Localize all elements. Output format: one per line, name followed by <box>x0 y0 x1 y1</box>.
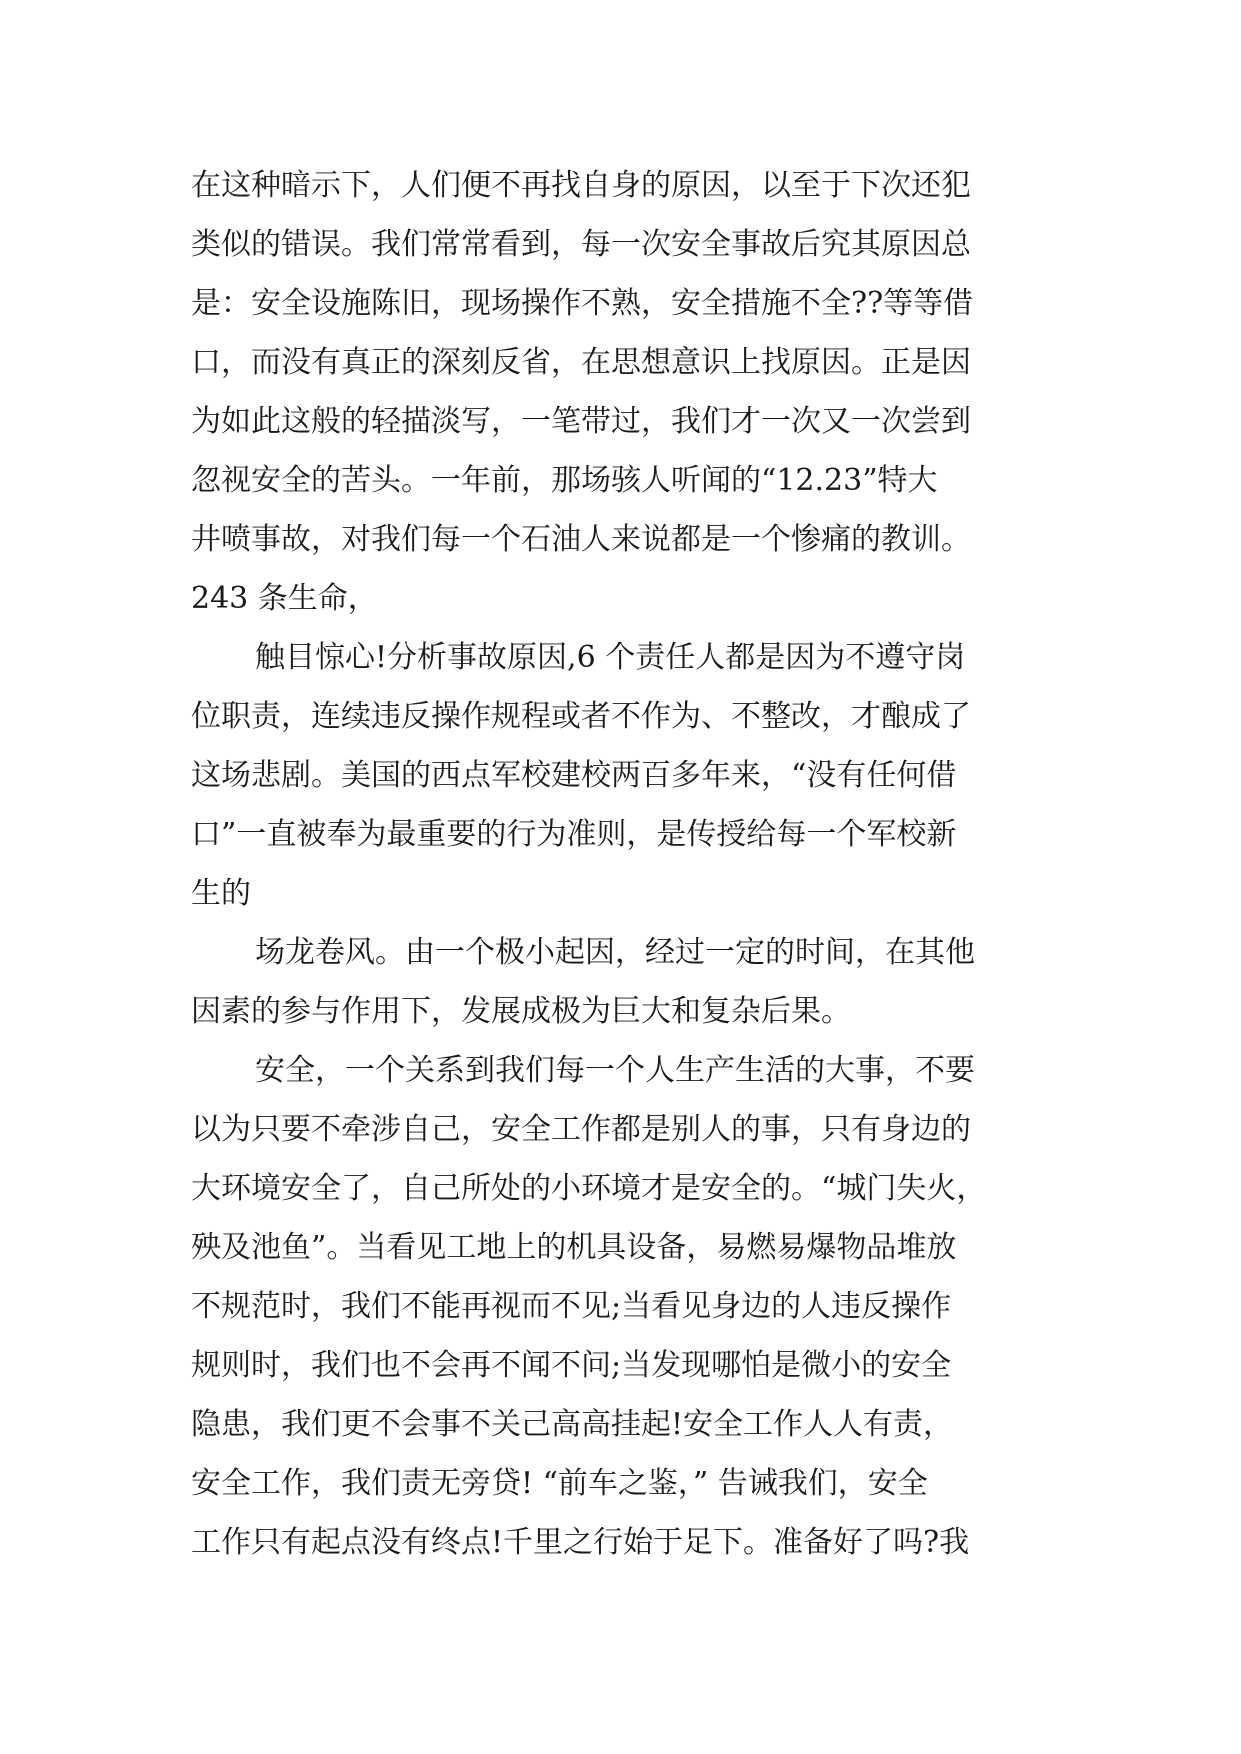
text-line: 为如此这般的轻描淡写，一笔带过，我们才一次又一次尝到 <box>191 404 971 439</box>
text-line: 不规范时，我们不能再视而不见;当看见身边的人违反操作 <box>191 1289 952 1324</box>
text-line: 口，而没有真正的深刻反省，在思想意识上找原因。正是因 <box>191 345 971 380</box>
text-line: 殃及池鱼”。当看见工地上的机具设备，易燃易爆物品堆放 <box>191 1230 957 1265</box>
text-line: 场龙卷风。由一个极小起因，经过一定的时间，在其他 <box>255 935 975 970</box>
text-line: 大环境安全了，自己所处的小环境才是安全的。“城门失火， <box>191 1171 987 1206</box>
text-line: 工作只有起点没有终点!千里之行始于足下。准备好了吗?我 <box>191 1525 970 1560</box>
text-line: 口”一直被奉为最重要的行为准则，是传授给每一个军校新 <box>191 817 957 852</box>
text-line: 243 条生命， <box>191 581 378 616</box>
text-line: 忽视安全的苦头。一年前，那场骇人听闻的“12.23”特大 <box>191 463 938 498</box>
text-line: 因素的参与作用下，发展成极为巨大和复杂后果。 <box>191 994 851 1029</box>
text-line: 以为只要不牵涉自己，安全工作都是别人的事，只有身边的 <box>191 1112 971 1147</box>
text-line: 井喷事故，对我们每一个石油人来说都是一个惨痛的教训。 <box>191 522 971 557</box>
text-line: 安全工作，我们责无旁贷! “前车之鉴，” 告诫我们，安全 <box>191 1466 928 1501</box>
text-line: 是：安全设施陈旧，现场操作不熟，安全措施不全??等等借 <box>191 286 974 321</box>
text-line: 这场悲剧。美国的西点军校建校两百多年来，“没有任何借 <box>191 758 957 793</box>
text-line: 类似的错误。我们常常看到，每一次安全事故后究其原因总 <box>191 227 971 262</box>
paragraph <box>191 923 1061 1041</box>
text-line: 在这种暗示下，人们便不再找自身的原因，以至于下次还犯 <box>191 168 971 203</box>
paragraph <box>191 628 1061 923</box>
text-line: 位职责，连续违反操作规程或者不作为、不整改，才酿成了 <box>191 699 971 734</box>
text-line: 规则时，我们也不会再不闻不问;当发现哪怕是微小的安全 <box>191 1348 952 1383</box>
body-text <box>191 156 1061 1572</box>
text-line: 生的 <box>191 876 251 911</box>
paragraph <box>191 156 1061 628</box>
text-line: 安全，一个关系到我们每一个人生产生活的大事，不要 <box>255 1053 975 1088</box>
paragraph <box>191 1041 1061 1572</box>
text-line: 隐患，我们更不会事不关己高高挂起!安全工作人人有责， <box>191 1407 954 1442</box>
text-line: 触目惊心!分析事故原因,6 个责任人都是因为不遵守岗 <box>255 640 966 675</box>
